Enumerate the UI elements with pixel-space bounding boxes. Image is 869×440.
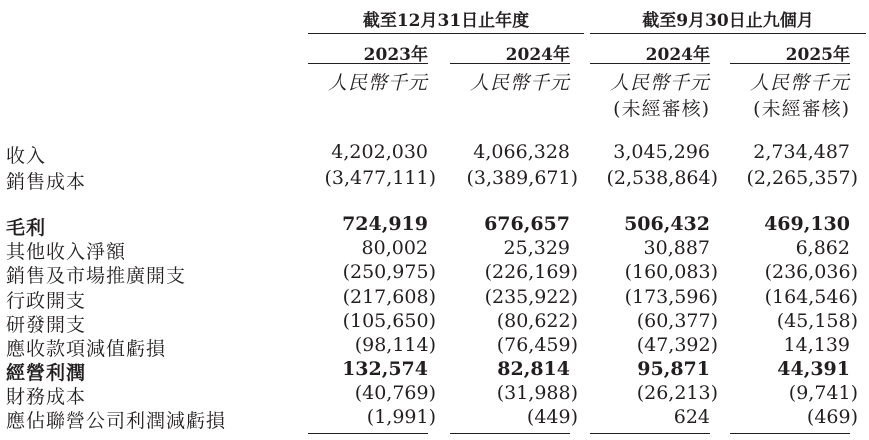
row-value: 506,432 [624, 213, 710, 235]
row-value: 4,066,328 [473, 141, 570, 163]
row-value: (217,608) [342, 286, 436, 308]
unit-label: 人民幣千元 [469, 72, 570, 94]
row-value: (173,596) [624, 286, 718, 308]
bottom-rule [308, 433, 428, 434]
row-value: 676,657 [484, 213, 570, 235]
period-header-year-end: 截至12月31日止年度 [362, 11, 530, 31]
row-value: (235,922) [484, 286, 578, 308]
unaudited-label: (未經審核) [753, 98, 850, 120]
row-value: 132,574 [342, 358, 428, 380]
row-value: (31,988) [496, 382, 578, 404]
row-value: 4,202,030 [331, 141, 428, 163]
row-value: (26,213) [636, 382, 718, 404]
row-value: (80,622) [496, 310, 578, 332]
row-value: 14,139 [783, 334, 850, 356]
row-value: (9,741) [788, 382, 858, 404]
row-value: (1,991) [366, 406, 436, 428]
row-value: (3,477,111) [324, 167, 436, 189]
row-value: (449) [526, 406, 578, 428]
row-value: (105,650) [342, 310, 436, 332]
row-label: 銷售及市場推廣開支 [6, 265, 187, 287]
row-value: (60,377) [636, 310, 718, 332]
row-value: 80,002 [361, 237, 428, 259]
bottom-rule [730, 433, 850, 434]
row-value: (160,083) [624, 261, 718, 283]
row-value: 95,871 [637, 358, 710, 380]
row-label: 行政開支 [6, 290, 87, 312]
row-value: (469) [806, 406, 858, 428]
row-value: 30,887 [643, 237, 710, 259]
year-rule [590, 63, 710, 64]
row-value: (40,769) [354, 382, 436, 404]
row-label: 應收款項減值虧損 [6, 338, 167, 360]
unaudited-label: (未經審核) [613, 98, 710, 120]
bottom-rule [590, 433, 710, 434]
row-value: (47,392) [636, 334, 718, 356]
row-value: (164,546) [764, 286, 858, 308]
year-rule [730, 63, 850, 64]
unit-label: 人民幣千元 [609, 72, 710, 94]
row-value: 3,045,296 [613, 141, 710, 163]
bottom-rule [450, 433, 570, 434]
year-header: 2024年 [505, 45, 570, 65]
year-header: 2025年 [785, 45, 850, 65]
year-header: 2024年 [645, 45, 710, 65]
row-value: (76,459) [496, 334, 578, 356]
header-rule [590, 33, 866, 34]
year-rule [308, 63, 428, 64]
row-value: (226,169) [484, 261, 578, 283]
row-label: 毛利 [6, 217, 47, 239]
row-value: (98,114) [354, 334, 436, 356]
row-value: 624 [673, 406, 710, 428]
row-label: 應佔聯營公司利潤減虧損 [6, 410, 227, 432]
row-value: 2,734,487 [753, 141, 850, 163]
year-rule [450, 63, 570, 64]
row-label: 研發開支 [6, 314, 87, 336]
period-header-nine-months: 截至9月30日止九個月 [642, 11, 814, 31]
row-value: 6,862 [795, 237, 850, 259]
row-value: (250,975) [342, 261, 436, 283]
row-label: 財務成本 [6, 386, 87, 408]
unit-label: 人民幣千元 [749, 72, 850, 94]
row-value: (3,389,671) [466, 167, 578, 189]
row-value: 25,329 [503, 237, 570, 259]
year-header: 2023年 [363, 45, 428, 65]
row-value: 44,391 [777, 358, 850, 380]
unit-label: 人民幣千元 [327, 72, 428, 94]
row-label: 經營利潤 [6, 362, 87, 384]
row-value: 82,814 [497, 358, 570, 380]
row-value: 469,130 [764, 213, 850, 235]
row-label: 銷售成本 [6, 171, 87, 193]
row-label: 收入 [6, 145, 47, 167]
header-rule [308, 33, 584, 34]
row-value: 724,919 [342, 213, 428, 235]
row-value: (45,158) [776, 310, 858, 332]
row-value: (2,265,357) [746, 167, 858, 189]
row-value: (236,036) [764, 261, 858, 283]
row-value: (2,538,864) [606, 167, 718, 189]
row-label: 其他收入淨額 [6, 241, 127, 263]
